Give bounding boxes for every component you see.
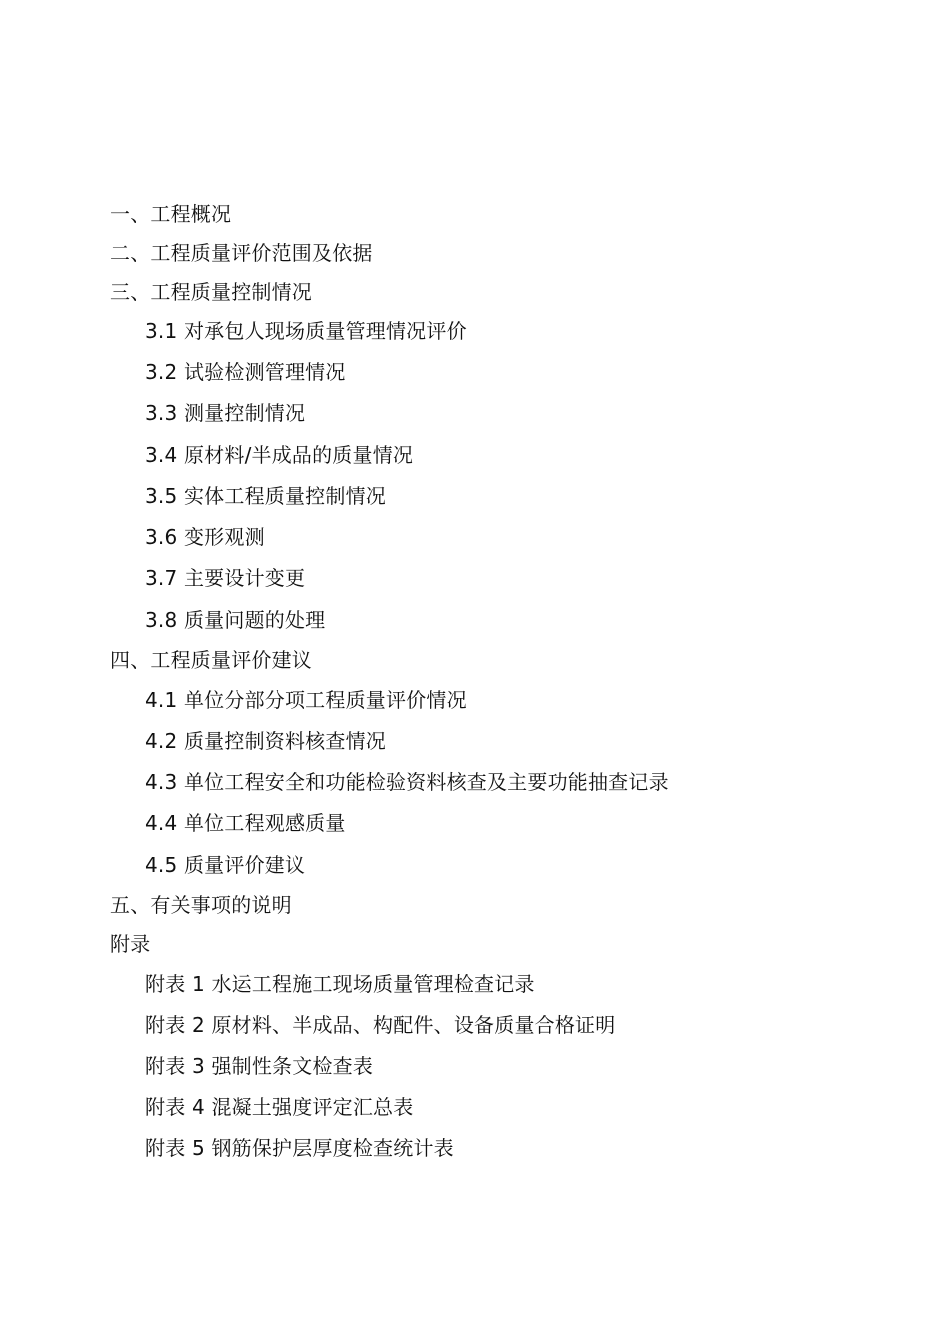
toc-item-appendix: 附录 bbox=[110, 932, 151, 956]
toc-item-3-3: 3.3 测量控制情况 bbox=[145, 401, 306, 425]
toc-item-3-4: 3.4 原材料/半成品的质量情况 bbox=[145, 443, 414, 467]
toc-item-3-1: 3.1 对承包人现场质量管理情况评价 bbox=[145, 319, 467, 343]
toc-item-3-8: 3.8 质量问题的处理 bbox=[145, 608, 326, 632]
toc-item-5: 五、有关事项的说明 bbox=[110, 893, 292, 917]
toc-item-3-6: 3.6 变形观测 bbox=[145, 525, 265, 549]
toc-item-appendix-3: 附表 3 强制性条文检查表 bbox=[145, 1054, 374, 1078]
toc-item-1: 一、工程概况 bbox=[110, 202, 232, 226]
toc-item-appendix-5: 附表 5 钢筋保护层厚度检查统计表 bbox=[145, 1136, 454, 1160]
toc-item-3: 三、工程质量控制情况 bbox=[110, 280, 312, 304]
toc-item-appendix-4: 附表 4 混凝土强度评定汇总表 bbox=[145, 1095, 414, 1119]
toc-item-4: 四、工程质量评价建议 bbox=[110, 648, 312, 672]
toc-item-3-5: 3.5 实体工程质量控制情况 bbox=[145, 484, 386, 508]
toc-item-4-2: 4.2 质量控制资料核查情况 bbox=[145, 729, 386, 753]
toc-item-4-1: 4.1 单位分部分项工程质量评价情况 bbox=[145, 688, 467, 712]
toc-item-appendix-2: 附表 2 原材料、半成品、构配件、设备质量合格证明 bbox=[145, 1013, 616, 1037]
toc-item-4-4: 4.4 单位工程观感质量 bbox=[145, 811, 346, 835]
toc-item-2: 二、工程质量评价范围及依据 bbox=[110, 241, 373, 265]
toc-item-4-3: 4.3 单位工程安全和功能检验资料核查及主要功能抽查记录 bbox=[145, 770, 669, 794]
toc-item-4-5: 4.5 质量评价建议 bbox=[145, 853, 306, 877]
toc-item-3-2: 3.2 试验检测管理情况 bbox=[145, 360, 346, 384]
toc-item-appendix-1: 附表 1 水运工程施工现场质量管理检查记录 bbox=[145, 972, 535, 996]
toc-item-3-7: 3.7 主要设计变更 bbox=[145, 566, 306, 590]
